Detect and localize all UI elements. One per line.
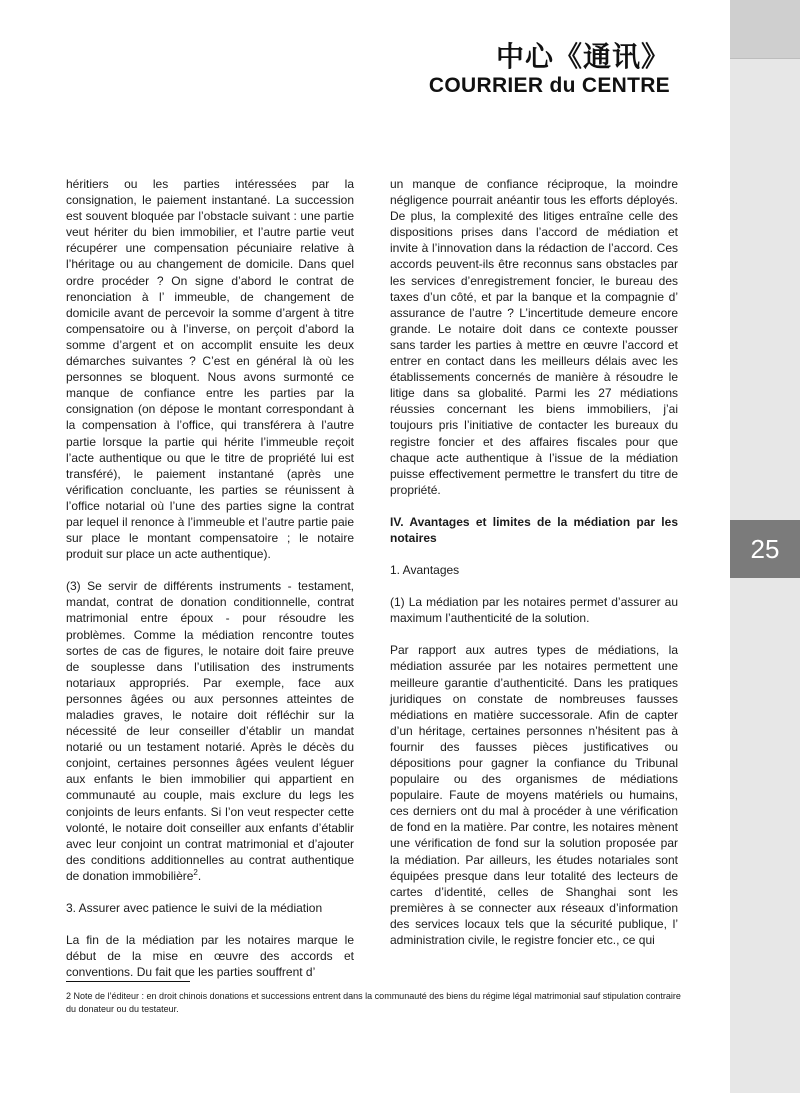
footnote-divider (66, 981, 190, 982)
paragraph: Par rapport aux autres types de médiations, la médiation assurée par les notaires permettent une meilleure garantie d’authenticité. Dans les pratiques juridiques on constate de nombreuses fausses médiations en matière successorale. Afin de capter d’un héritage, certaines personnes n’hésitent pas à fournir des fausses pièces justificatives ou dépositions pour gagner la confiance du Tribunal populaire ou des organismes de médiations populaire. Faute de moyens matériels ou humains, ces derniers ont du mal à procéder à une vérification de fond en la matière. Par contre, les notaires mènent une vérification de fond sur la solution proposée par la médiation. Par ailleurs, les études notariales sont équipées presque dans leur totalité des lecteurs de cartes d’identité, celles de Shanghai sont les premières à se connecter aux réseaux d’information des services locaux tels que la sécurité publique, l’ administration civile, le registre foncier etc., ce qui (390, 643, 678, 948)
right-column (390, 176, 678, 964)
paragraph: héritiers ou les parties intéressées par la consignation, le paiement instantané. La succession est souvent bloquée par l’obstacle suivant : une partie veut hériter du bien immobilier, et l’autre partie veut récupérer une compensation pécuniaire relative à l’héritage ou au changement de domicile. Dans quel ordre procéder ? On signe d’abord le contrat de renonciation à l’ immeuble, de changement de domicile avant de percevoir la somme d’argent à titre compensatoire ou à l’inverse, on perçoit d’abord la somme d’argent et on accomplit ensuite les deux démarches suivantes ? C’est en général là où les personnes se bloquent. Nous avons surmonté ce manque de confiance entre les parties par la consignation (on dépose le montant correspondant à la compensation à l’office, qui transférera à l’autre partie lorsque la partie qui hérite l’immeuble reçoit l’acte authentique ou que le titre de propriété lui est transféré), le paiement instantané (après une vérification concluante, les parties se réunissent à l’office notarial où l’une des parties signe la contrat par lequel il renonce à l’immeuble et l’autre partie paie sur place le montant compensatoire ; le notaire produit sur place un acte authentique). (66, 177, 354, 562)
masthead-chinese-title: 中心《通讯》 (495, 40, 670, 73)
masthead (400, 40, 670, 98)
page-number: 25 (730, 520, 800, 578)
left-column (66, 176, 354, 996)
masthead-french-title: COURRIER du CENTRE (428, 74, 670, 97)
footnote-ref: 2 (193, 867, 198, 877)
paragraph: La fin de la médiation par les notaires marque le début de la mise en œuvre des accords et conventions. Du fait que les parties souffrent d’ (66, 933, 354, 980)
section-subtitle: 3. Assurer avec patience le suivi de la médiation (66, 901, 323, 916)
paragraph: un manque de confiance réciproque, la moindre négligence pourrait anéantir tous les efforts déployés. De plus, la complexité des litiges entraîne celle des dispositions prises dans l’accord de médiation et invite à l’innovation dans la rédaction de l’accord. Ces accords peuvent-ils être reconnus sans obstacles par les services d’enregistrement foncier, le bureau des taxes d’un côté, et par la banque et la compagnie d’ assurance de l’autre ? L’incertitude demeure encore grande. Le notaire doit dans ce contexte pousser sans tarder les parties à mettre en œuvre l’accord et entrer en contact dans les meilleurs délais avec les établissements concernés de manière à résoudre le litige dans sa globalité. Parmi les 27 médiations réussies concernant les biens immobiliers, j’ai toujours pris l’initiative de contacter les bureaux du registre foncier et des affaires fiscales pour que chaque acte authentique à l’issue de la médiation puisse effectivement permettre le transfert du titre de propriété. (390, 177, 678, 497)
section-subtitle: 1. Avantages (390, 563, 460, 578)
paragraph-text: (3) Se servir de différents instruments - testament, mandat, contrat de donation conditionnelle, contrat matrimonial entre époux - pour résoudre les problèmes. Comme la médiation rencontre toutes sortes de cas de figures, le notaire doit faire preuve de souplesse dans l’utilisation des instruments notariaux appropriés. Par exemple, face aux personnes âgées ou aux personnes atteintes de maladies graves, le notaire doit réfléchir sur la nécessité de leur conseiller d’établir un mandat notarié ou un testament notarié. Après le décès du conjoint, certaines personnes âgées veulent léguer aux enfants le bien immobilier qui appartient en communauté au couple, mais exclure du legs les conjoints de leurs enfants. Si l’on veut respecter cette volonté, le notaire doit conseiller aux enfants d’établir avec leur conjoint un contrat matrimonial et d’ajouter des conditions additionnelles au contrat authentique de donation immobilière (66, 579, 354, 883)
footnote: 2 Note de l’éditeur : en droit chinois donations et successions entrent dans la communauté des biens du régime légal matrimonial sauf stipulation contraire du donateur ou du testateur. (66, 991, 681, 1014)
paragraph (66, 578, 354, 884)
side-tab-header (730, 0, 800, 59)
paragraph: (1) La médiation par les notaires permet d’assurer au maximum l’authenticité de la solution. (390, 595, 678, 626)
section-heading: IV. Avantages et limites de la médiation par les notaires (390, 514, 678, 545)
paragraph-end: . (197, 868, 202, 883)
